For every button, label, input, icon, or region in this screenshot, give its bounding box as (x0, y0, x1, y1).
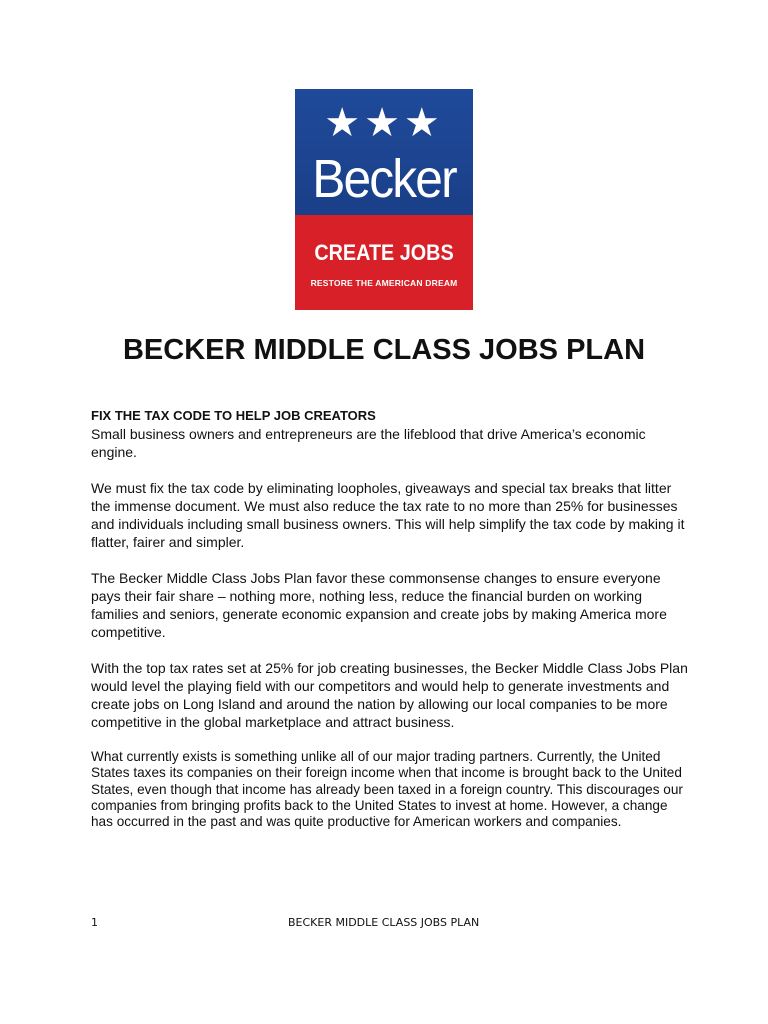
document-title: BECKER MIDDLE CLASS JOBS PLAN (122, 334, 646, 366)
paragraph: Small business owners and entrepreneurs are the lifeblood that drive America’s economic engine. (91, 426, 646, 460)
logo-subtagline: RESTORE THE AMERICAN DREAM (310, 278, 458, 288)
logo-tagline: CREATE JOBS (314, 240, 454, 265)
paragraph: We must fix the tax code by eliminating loopholes, giveaways and special tax breaks that litter the immense document. We must also reduce the tax rate to no more than 25% for businesses and individuals including small business owners. This will help simplify the tax code by making it flatter, fairer and simpler. (91, 480, 685, 550)
stars-icon: ★★★ (324, 100, 444, 146)
paragraph: The Becker Middle Class Jobs Plan favor these commonsense changes to ensure everyone pays their fair share – nothing more, nothing less, reduce the financial burden on working families and seniors, generate economic expansion and create jobs by making America more competitive. (91, 570, 667, 640)
running-head: BECKER MIDDLE CLASS JOBS PLAN (288, 916, 480, 929)
paragraph: With the top tax rates set at 25% for job creating businesses, the Becker Middle Class Jobs Plan would level the playing field with our competitors and would help to generate investments and create jobs on Long Island and around the nation by allowing our local companies to be more competitive in the global marketplace and attract business. (91, 660, 688, 730)
section-heading: FIX THE TAX CODE TO HELP JOB CREATORS (91, 408, 376, 423)
logo-name: Becker (312, 149, 456, 209)
page-number: 1 (91, 916, 98, 929)
document-body (91, 407, 691, 848)
campaign-logo (295, 89, 473, 310)
paragraph: What currently exists is something unlike all of our major trading partners. Currently, the United States taxes its companies on their foreign income when that income is brought back to the United States, even though that income has already been taxed in a foreign country. This discourages our companies from bringing profits back to the United States to invest at home. However, a change has occurred in the past and was quite productive for American workers and companies. (91, 749, 683, 830)
